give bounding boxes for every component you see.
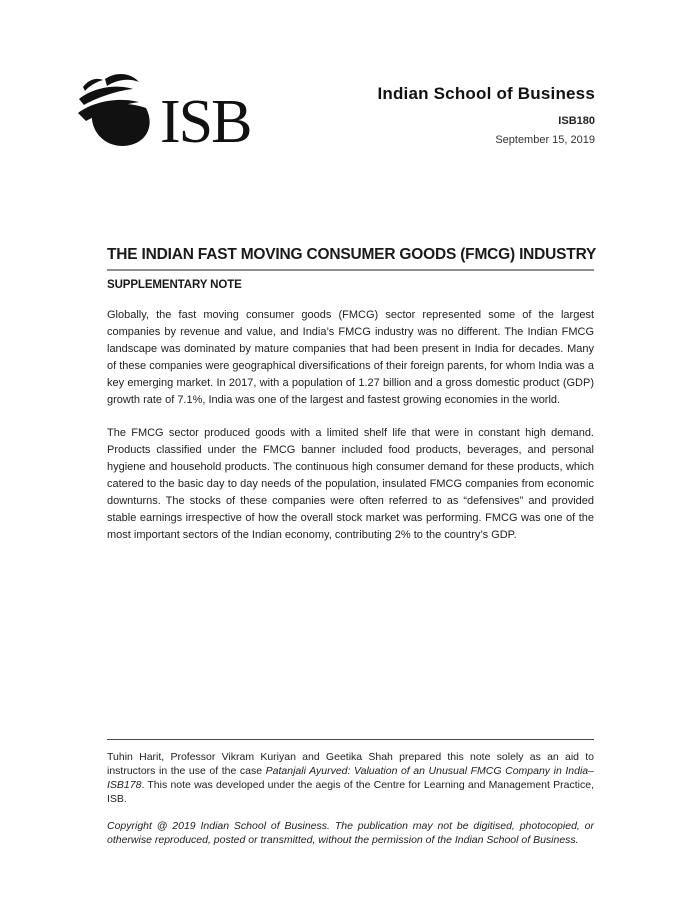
copyright-notice: Copyright @ 2019 Indian School of Business. The publication may not be digitised, photocopied, or otherwise reproduced, posted or transmitted, without the permission of the Indian School of Business. xyxy=(107,820,594,846)
title-divider xyxy=(107,269,594,271)
document-header-meta xyxy=(377,84,595,146)
document-body xyxy=(107,246,597,544)
paragraph-1: Globally, the fast moving consumer goods (FMCG) sector represented some of the largest companies by revenue and value, and India’s FMCG industry was no different. The Indian FMCG landscape was dominated by mature companies that had been present in India for decades. Many of these companies were geographical diversifications of their foreign parents, for whom India was a key emerging market. In 2017, with a population of 1.27 billion and a gross domestic product (GDP) growth rate of 7.1%, India was one of the largest and fastest growing economies in the world. xyxy=(107,309,594,406)
paragraph-2: The FMCG sector produced goods with a limited shelf life that were in constant high demand. Products classified under the FMCG banner included food products, beverages, and personal hygiene and household products. The continuous high consumer demand for these products, which catered to the basic day to day needs of the population, insulated FMCG companies from economic downturns. The stocks of these companies were often referred to as “defensives” and provided stable earnings irrespective of how the overall stock market was performing. FMCG was one of the most important sectors of the Indian economy, contributing 2% to the country’s GDP. xyxy=(107,427,594,541)
authorship-note-suffix: . This note was developed under the aegis of the Centre for Learning and Management Practice, ISB. xyxy=(107,779,594,805)
document-id: ISB180 xyxy=(558,115,595,127)
institution-name: Indian School of Business xyxy=(377,84,595,103)
document-footer xyxy=(107,739,594,847)
publication-date: September 15, 2019 xyxy=(495,134,595,146)
case-citation: Patanjali Ayurved: Valuation of an Unusual FMCG Company in India– ISB178 xyxy=(107,765,594,791)
document-subtitle: SUPPLEMENTARY NOTE xyxy=(107,279,242,291)
footer-divider xyxy=(107,739,594,740)
authorship-note-prefix: Tuhin Harit, Professor Vikram Kuriyan and Geetika Shah prepared this note solely as an aid to instructors in the use of the case xyxy=(107,751,594,777)
logo-wordmark: ISB xyxy=(160,88,251,152)
document-title: THE INDIAN FAST MOVING CONSUMER GOODS (FMCG) INDUSTRY xyxy=(107,246,597,263)
isb-logo xyxy=(76,72,261,152)
authorship-note xyxy=(107,750,594,806)
isb-birds-logo-icon xyxy=(76,72,261,152)
